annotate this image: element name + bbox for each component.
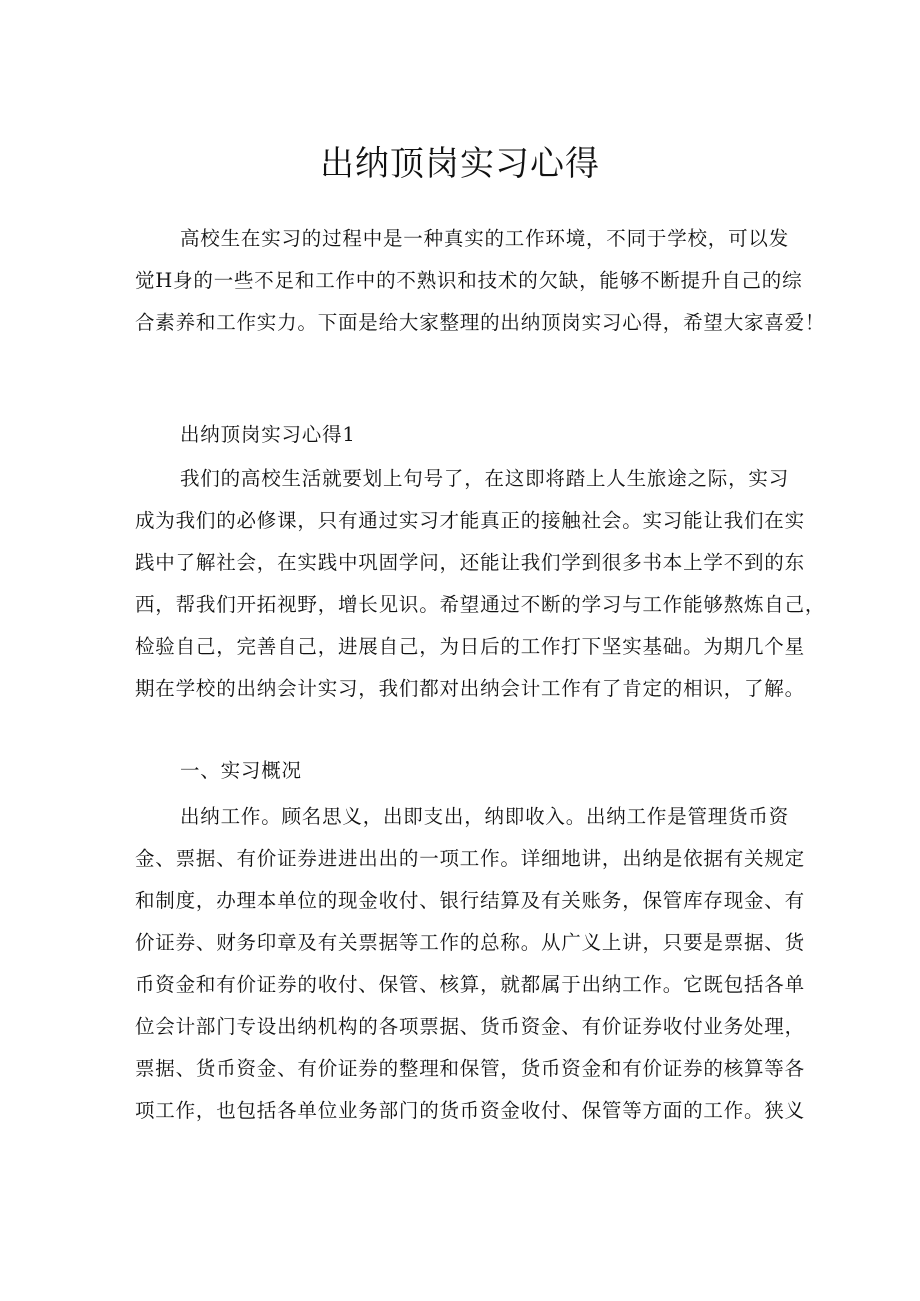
body-line: 检验自己，完善自己，进展自己，为日后的工作打下坚实基础。为期几个星 (135, 635, 805, 658)
body-line: 和制度，办理本单位的现金收付、银行结算及有关账务，保管库存现金、有 (135, 889, 805, 912)
body-line: 位会计部门专设出纳机构的各项票据、货币资金、有价证券收付业务处理， (135, 1015, 805, 1038)
body-line: 出纳工作。顾名思义，出即支出，纳即收入。出纳工作是管理货币资 (180, 805, 790, 828)
subsection-heading: 一、实习概况 (180, 759, 302, 782)
body-line: 票据、货币资金、有价证券的整理和保管，货币资金和有价证券的核算等各 (135, 1057, 805, 1080)
section-heading: 出纳顶岗实习心得1 (180, 423, 356, 446)
page-title: 出纳顶岗实习心得 (320, 144, 600, 184)
body-line: 期在学校的出纳会计实习，我们都对出纳会计工作有了肯定的相识，了解。 (135, 677, 805, 700)
body-paragraph-1 (135, 458, 826, 710)
intro-line: 高校生在实习的过程中是一种真实的工作环境，不同于学校，可以发 (180, 227, 790, 250)
body-line: 币资金和有价证券的收付、保管、核算，就都属于出纳工作。它既包括各单 (135, 973, 805, 996)
body-line: 践中了解社会，在实践中巩固学问，还能让我们学到很多书本上学不到的东 (135, 551, 805, 574)
intro-line: 觉H身的一些不足和工作中的不熟识和技术的欠缺，能够不断提升自己的综 (135, 269, 803, 292)
body-line: 成为我们的必修课，只有通过实习才能真正的接触社会。实习能让我们在实 (135, 509, 805, 532)
body-line: 西，帮我们开拓视野，增长见识。希望通过不断的学习与工作能够熬炼自己， (135, 593, 826, 616)
body-line: 金、票据、有价证券进进出出的一项工作。详细地讲，出纳是依据有关规定 (135, 847, 805, 870)
body-line: 项工作，也包括各单位业务部门的货币资金收付、保管等方面的工作。狭义 (135, 1099, 805, 1122)
body-line: 价证券、财务印章及有关票据等工作的总称。从广义上讲，只要是票据、货 (135, 931, 805, 954)
body-paragraph-2 (135, 796, 805, 1132)
body-line: 我们的高校生活就要划上句号了，在这即将踏上人生旅途之际，实习 (180, 467, 790, 490)
intro-line: 合素养和工作实力。下面是给大家整理的出纳顶岗实习心得，希望大家喜爱！ (135, 311, 826, 334)
intro-paragraph (135, 218, 826, 344)
